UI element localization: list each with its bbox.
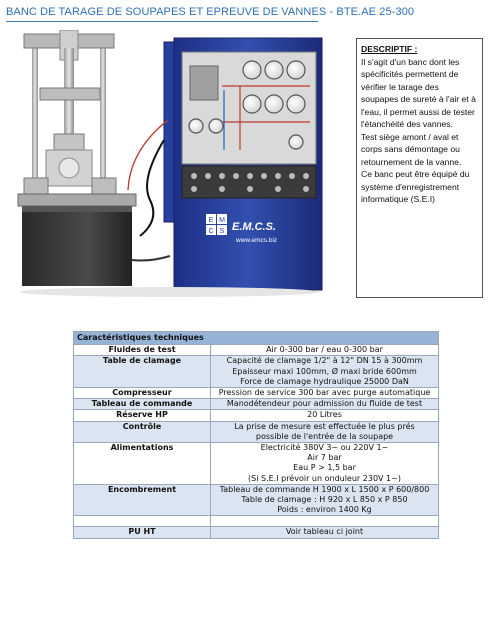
table-row — [74, 421, 439, 442]
specs-table — [73, 331, 439, 539]
spec-value: Tableau de commande H 1900 x L 1500 x P 600/800 Table de clamage : H 920 x L 850 x P 850 Poids : environ 1400 Kg — [211, 484, 439, 516]
spec-value: Pression de service 300 bar avec purge automatique — [211, 388, 439, 399]
spec-label: Réserve HP — [74, 410, 211, 421]
table-row — [74, 443, 439, 485]
table-row — [74, 527, 439, 538]
table-row — [74, 345, 439, 356]
spec-label: Compresseur — [74, 388, 211, 399]
spec-value — [211, 516, 439, 527]
reservoir-base — [22, 206, 132, 286]
specs-header-cell: Caractéristiques techniques — [74, 332, 439, 345]
spec-value: Air 0-300 bar / eau 0-300 bar — [211, 345, 439, 356]
spec-label: Table de clamage — [74, 356, 211, 388]
spec-label: PU HT — [74, 527, 211, 538]
specs-table-header — [74, 332, 439, 345]
spec-value: Capacité de clamage 1/2" à 12" DN 15 à 300mm Epaisseur maxi 100mm, Ø maxi bride 600mm Force de clamage hydraulique 25000 DaN — [211, 356, 439, 388]
clamping-table — [18, 194, 136, 206]
svg-text:C: C — [208, 228, 214, 235]
svg-text:S: S — [219, 228, 225, 235]
spec-value: Electricité 380V 3~ ou 220V 1~ Air 7 bar Eau P > 1,5 bar (Si S.E.I prévoir un onduleur 230V 1~) — [211, 443, 439, 485]
description-paragraph: Ce banc peut être équipé du système d'enregistrement informatique (S.E.I) — [361, 169, 470, 204]
table-row — [74, 399, 439, 410]
table-row — [74, 516, 439, 527]
svg-text:M: M — [219, 217, 225, 224]
spec-value: La prise de mesure est effectuée le plus prés possible de l'entrée de la soupape — [211, 421, 439, 442]
description-paragraph: Test siège amont / aval et corps sans démontage ou retournement de la vanne. — [361, 131, 462, 167]
svg-text:E.M.C.S.: E.M.C.S. — [232, 221, 277, 233]
description-heading: DESCRIPTIF : — [361, 44, 418, 54]
page-title: BANC DE TARAGE DE SOUPAPES ET EPREUVE DE VANNES - BTE.AE 25-300 — [6, 6, 415, 18]
title-underline — [6, 21, 318, 22]
spec-label — [74, 516, 211, 527]
spec-value: 20 Litres — [211, 410, 439, 421]
spec-label: Alimentations — [74, 443, 211, 485]
spec-label: Tableau de commande — [74, 399, 211, 410]
svg-text:E: E — [208, 217, 214, 224]
table-row — [74, 356, 439, 388]
frame-column-right — [100, 36, 106, 196]
control-panel — [182, 166, 316, 198]
machine-photo — [10, 30, 330, 298]
spec-value: Voir tableau ci joint — [211, 527, 439, 538]
table-row — [74, 484, 439, 516]
spec-label: Encombrement — [74, 484, 211, 516]
frame-column-left — [32, 36, 38, 196]
spec-label: Contrôle — [74, 421, 211, 442]
table-row — [74, 410, 439, 421]
spec-value: Manodétendeur pour admission du fluide de test — [211, 399, 439, 410]
svg-text:www.emcs.biz: www.emcs.biz — [236, 237, 278, 244]
description-paragraph: Il s'agit d'un banc dont les spécificités permettent de vérifier le tarage des soupapes de sureté à l'air et à l'eau, il permet aussi de tester l'étanchéité des vannes. — [361, 56, 476, 129]
description-box — [356, 38, 483, 298]
spec-label: Fluides de test — [74, 345, 211, 356]
table-row — [74, 388, 439, 399]
